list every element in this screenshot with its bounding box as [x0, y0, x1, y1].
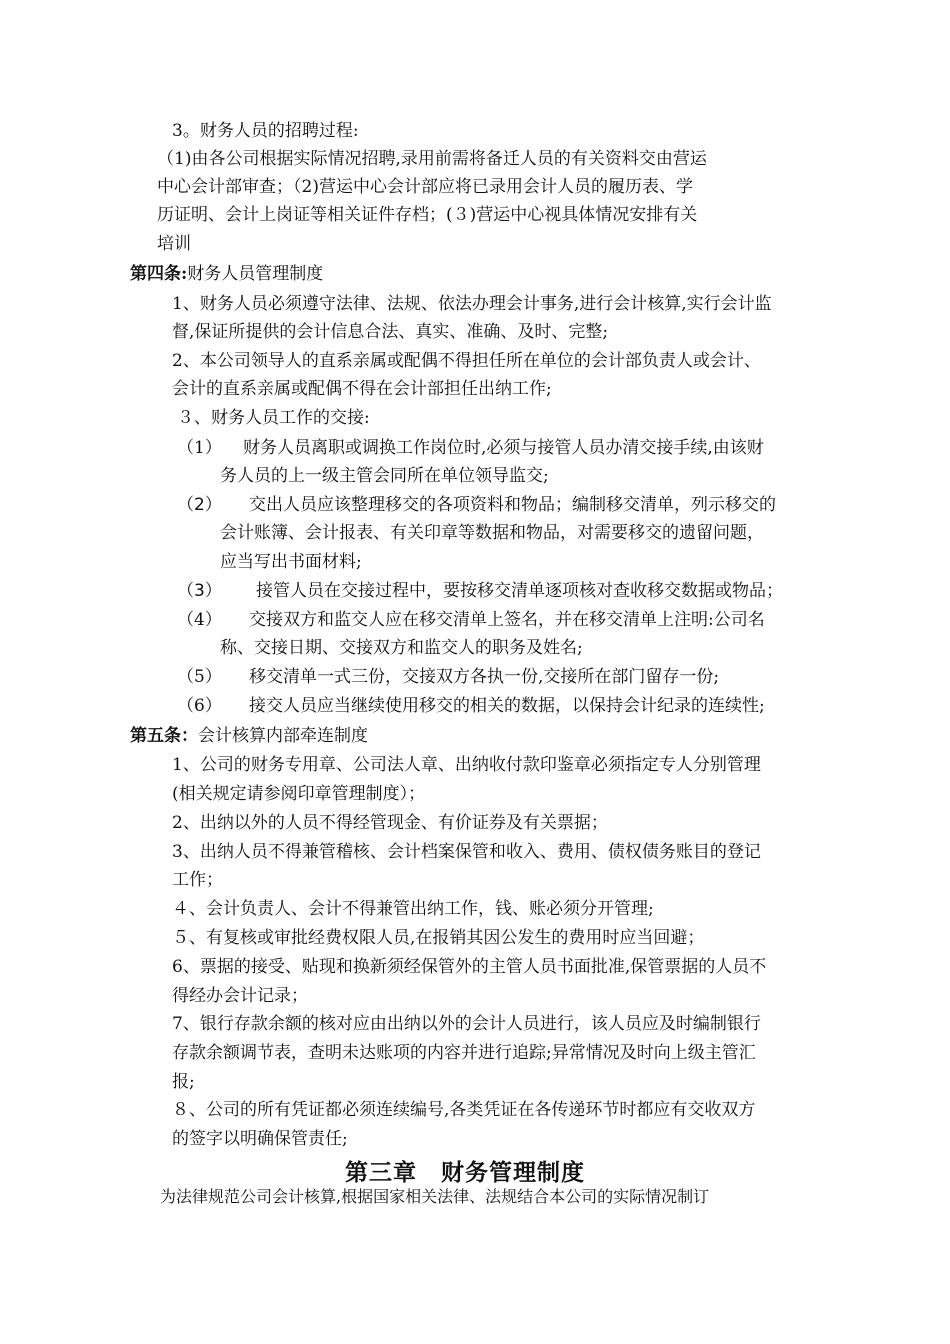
article-5-item-cont: 得经办会计记录； — [172, 986, 308, 1006]
item-number: （1） — [177, 438, 222, 458]
item-number: （5） — [177, 667, 222, 687]
handover-item-4 — [177, 612, 765, 629]
item-text: 接管人员在交接过程中，要按移交清单逐项核对查收移交数据或物品； — [256, 581, 783, 601]
article-5-label: 第五条： — [130, 726, 198, 746]
item-number: （6） — [177, 696, 222, 716]
article-5-item: 7、银行存款余额的核对应由出纳以外的会计人员进行，该人员应及时编制银行 — [172, 1014, 761, 1034]
article-5-item-cont: (相关规定请参阅印章管理制度）； — [172, 784, 426, 804]
article-5-item: ５、有复核或审批经费权限人员,在报销其因公发生的费用时应当回避； — [172, 928, 705, 948]
recruit-line: 培训 — [157, 234, 191, 254]
item-number: （2） — [177, 495, 222, 515]
article-5-title: 会计核算内部牵连制度 — [198, 726, 368, 746]
handover-item-2-cont: 会计账簿、会计报表、有关印章等数据和物品，对需要移交的遗留问题， — [220, 523, 764, 543]
article-5-item: ８、公司的所有凭证都必须连续编号,各类凭证在各传递环节时都应有交收双方 — [172, 1100, 756, 1120]
article-4-item-2-cont: 会计的直系亲属或配偶不得在会计部担任出纳工作; — [172, 379, 552, 399]
chapter-intro: 为法律规范公司会计核算,根据国家相关法律、法规结合本公司的实际情况制订 — [160, 1187, 710, 1206]
item-text: 交接双方和监交人应在移交清单上签名，并在移交清单上注明:公司名 — [249, 610, 765, 630]
item-text: 交出人员应该整理移交的各项资料和物品；编制移交清单，列示移交的 — [249, 495, 776, 515]
article-5-item: ４、会计负责人、会计不得兼管出纳工作，钱、账必须分开管理; — [172, 899, 654, 919]
item-text: 移交清单一式三份，交接双方各执一份,交接所在部门留存一份; — [249, 667, 720, 687]
article-5-item-cont: 的签字以明确保管责任; — [172, 1129, 348, 1149]
item-number: （4） — [177, 610, 222, 630]
handover-item-1 — [177, 440, 764, 457]
article-4-label: 第四条: — [130, 264, 188, 284]
article-4-item-1: 1、财务人员必须遵守法律、法规、依法办理会计事务,进行会计核算,实行会计监 — [172, 294, 772, 314]
handover-item-6 — [177, 698, 765, 715]
chapter-title: 第三章 财务管理制度 — [345, 1159, 585, 1186]
handover-item-3 — [177, 583, 783, 600]
article-4-item-2: 2、本公司领导人的直系亲属或配偶不得担任所在单位的会计部负责人或会计、 — [172, 351, 761, 371]
handover-item-1-cont: 务人员的上一级主管会同所在单位领导监交; — [220, 466, 549, 486]
article-5-item: 3、出纳人员不得兼管稽核、会计档案保管和收入、费用、债权债务账目的登记 — [172, 842, 761, 862]
article-4-title: 财务人员管理制度 — [187, 264, 324, 284]
article-5-item-cont: 存款余额调节表，查明未达账项的内容并进行追踪;异常情况及时向上级主管汇 — [172, 1043, 756, 1063]
item-text: 接交人员应当继续使用移交的相关的数据，以保持会计纪录的连续性; — [249, 696, 765, 716]
recruit-line: 历证明、会计上岗证等相关证件存档；(３)营运中心视具体情况安排有关 — [157, 205, 698, 225]
article-4-item-3-heading: ３、财务人员工作的交接: — [177, 408, 370, 428]
article-5-item: 2、出纳以外的人员不得经管现金、有价证券及有关票据； — [172, 813, 608, 833]
article-5-item: 1、公司的财务专用章、公司法人章、出纳收付款印鉴章必须指定专人分别管理 — [172, 755, 761, 775]
handover-item-4-cont: 称、交接日期、交接双方和监交人的职务及姓名; — [220, 638, 583, 658]
handover-item-2 — [177, 497, 776, 514]
article-5-item-cont: 工作； — [172, 870, 223, 890]
item-number: （3） — [177, 581, 222, 601]
recruit-line: 中心会计部审查；（2)营运中心会计部应将已录用会计人员的履历表、学 — [157, 177, 693, 197]
article-4-heading — [130, 266, 323, 283]
handover-item-2-cont: 应当写出书面材料; — [220, 552, 362, 572]
article-5-item: 6、票据的接受、贴现和换新须经保管外的主管人员书面批准,保管票据的人员不 — [172, 957, 767, 977]
handover-item-5 — [177, 669, 719, 686]
article-5-item-cont: 报; — [172, 1072, 195, 1092]
recruit-heading: 3。财务人员的招聘过程: — [172, 121, 359, 141]
item-text: 财务人员离职或调换工作岗位时,必须与接管人员办清交接手续,由该财 — [243, 438, 764, 458]
article-5-heading — [130, 728, 368, 745]
recruit-line: （1)由各公司根据实际情况招聘,录用前需将备迁人员的有关资料交由营运 — [157, 149, 707, 169]
article-4-item-1-cont: 督,保证所提供的会计信息合法、真实、准确、及时、完整; — [172, 322, 609, 342]
